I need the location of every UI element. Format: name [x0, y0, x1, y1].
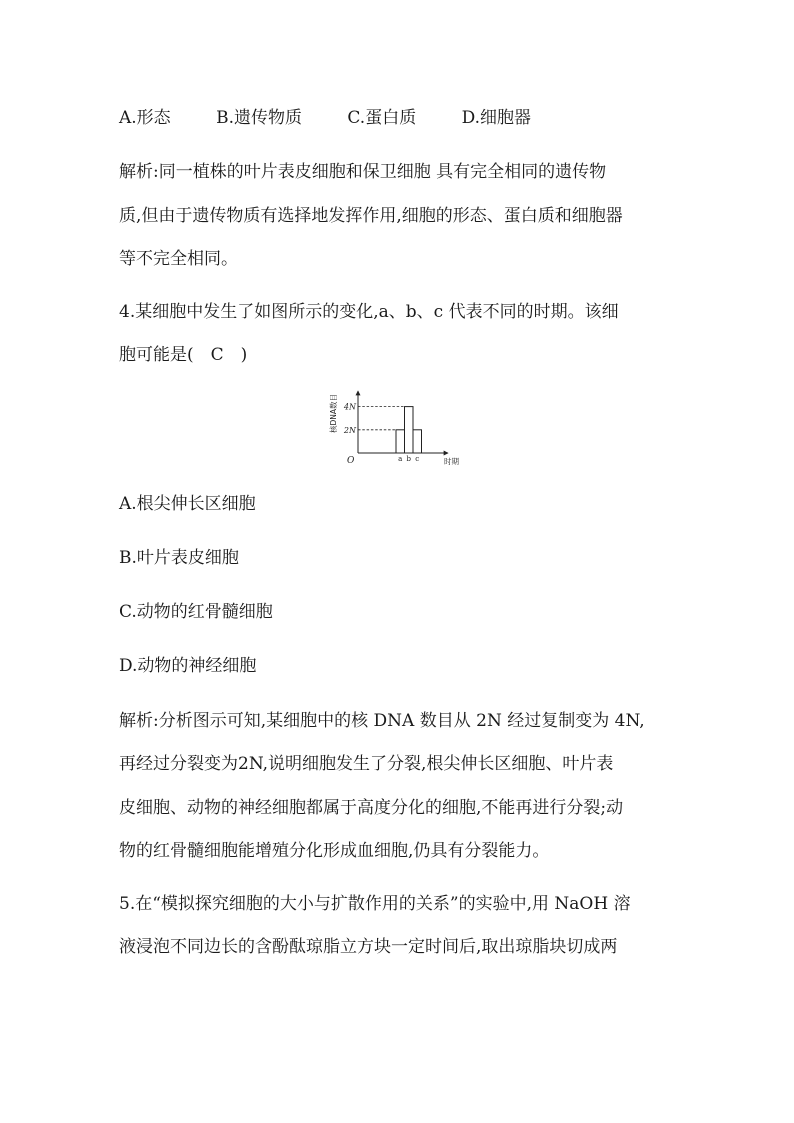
x-axis-label: 时期: [444, 457, 459, 466]
q4-stem-line: 4.某细胞中发生了如图所示的变化,a、b、c 代表不同的时期。该细: [119, 302, 619, 322]
q4-option-a: A.根尖伸长区细胞: [119, 494, 256, 514]
q4-explanation-line: 皮细胞、动物的神经细胞都属于高度分化的细胞,不能再进行分裂;动: [119, 798, 624, 818]
q3-option-c: C.蛋白质: [347, 108, 417, 128]
q4-explanation-line: 再经过分裂变为2N,说明细胞发生了分裂,根尖伸长区细胞、叶片表: [119, 754, 614, 774]
q5-stem-line: 5.在“模拟探究细胞的大小与扩散作用的关系”的实验中,用 NaOH 溶: [119, 894, 631, 914]
dna-content-chart: [328, 385, 468, 470]
chart-svg: [328, 385, 468, 470]
category-label-c: c: [415, 455, 420, 463]
q3-option-d: D.细胞器: [461, 108, 532, 128]
q3-option-b: B.遗传物质: [216, 108, 302, 128]
y-tick-label-2N: 2N: [343, 425, 356, 435]
q5-stem-line: 液浸泡不同边长的含酚酞琼脂立方块一定时间后,取出琼脂块切成两: [119, 937, 618, 957]
q4-explanation-line: 解析:分析图示可知,某细胞中的核 DNA 数目从 2N 经过复制变为 4N,: [119, 711, 645, 731]
origin-label: O: [347, 456, 355, 466]
y-axis-label: 核DNA数目: [329, 393, 338, 433]
q4-explanation-line: 物的红骨髓细胞能增殖分化形成血细胞,仍具有分裂能力。: [119, 841, 550, 861]
category-label-b: b: [406, 455, 411, 463]
q3-explanation-line: 解析:同一植株的叶片表皮细胞和保卫细胞 具有完全相同的遗传物: [119, 162, 607, 182]
category-label-a: a: [398, 455, 403, 463]
q4-option-c: C.动物的红骨髓细胞: [119, 602, 273, 622]
q3-explanation-line: 等不完全相同。: [119, 249, 238, 269]
bar-b: [405, 407, 414, 453]
bar-a: [396, 430, 405, 453]
q3-options: [119, 107, 531, 129]
q4-option-d: D.动物的神经细胞: [119, 656, 257, 676]
q3-option-a: A.形态: [119, 108, 171, 128]
q4-option-b: B.叶片表皮细胞: [119, 548, 239, 568]
y-tick-label-4N: 4N: [343, 402, 356, 412]
q3-explanation-line: 质,但由于遗传物质有选择地发挥作用,细胞的形态、蛋白质和细胞器: [119, 206, 623, 226]
bar-c: [413, 430, 422, 453]
q4-stem-line: 胞可能是( C ): [119, 345, 248, 365]
